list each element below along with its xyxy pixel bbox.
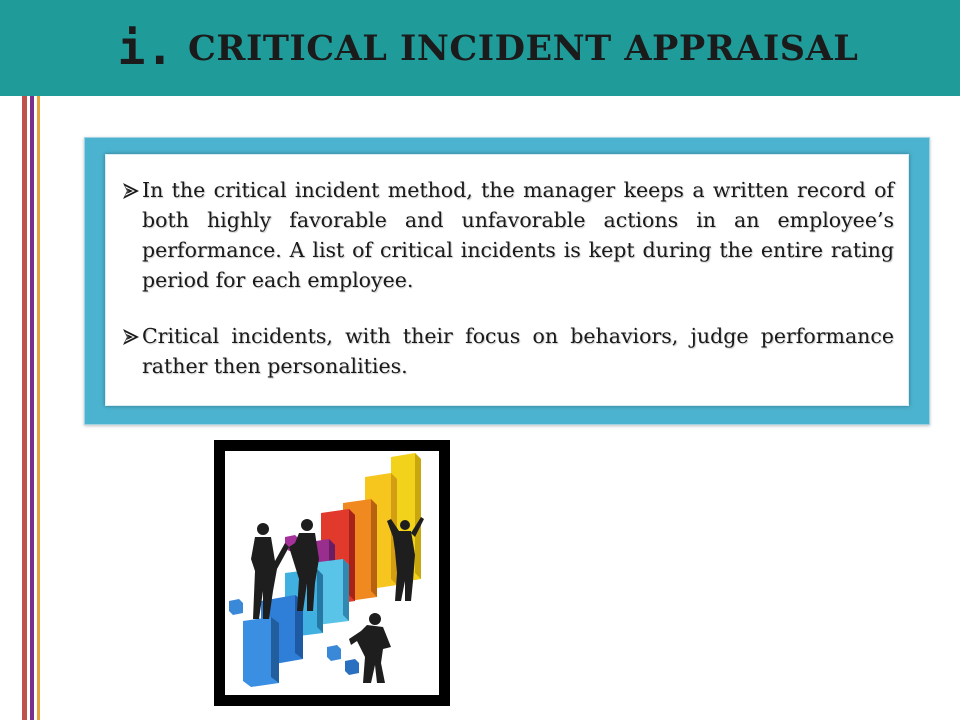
- slide-title: [0, 0, 960, 96]
- left-stripe-orange: [37, 0, 40, 720]
- left-stripe-purple: [30, 0, 34, 720]
- illustration-frame: [214, 440, 450, 706]
- left-stripe-red: [22, 0, 27, 720]
- arrow-diamond-bullet-icon: [122, 175, 142, 205]
- illustration: [222, 448, 442, 698]
- bullet-text: Critical incidents, with their focus on behaviors, judge performance rather then personalities.: [142, 324, 894, 378]
- bullet-text: In the critical incident method, the manager keeps a written record of both highly favorable and unfavorable actions in an employee’s performance. A list of critical incidents is kept during the entire rating period for each employee.: [142, 178, 894, 292]
- bullet-item: [122, 175, 894, 295]
- content-panel-inner: [105, 154, 909, 406]
- business-blocks-illustration: [225, 451, 439, 695]
- arrow-diamond-bullet-icon: [122, 321, 142, 351]
- title-number: i.: [117, 21, 175, 75]
- bullet-item: [122, 321, 894, 381]
- content-panel: [84, 137, 930, 425]
- title-text: CRITICAL INCIDENT APPRAISAL: [188, 27, 859, 69]
